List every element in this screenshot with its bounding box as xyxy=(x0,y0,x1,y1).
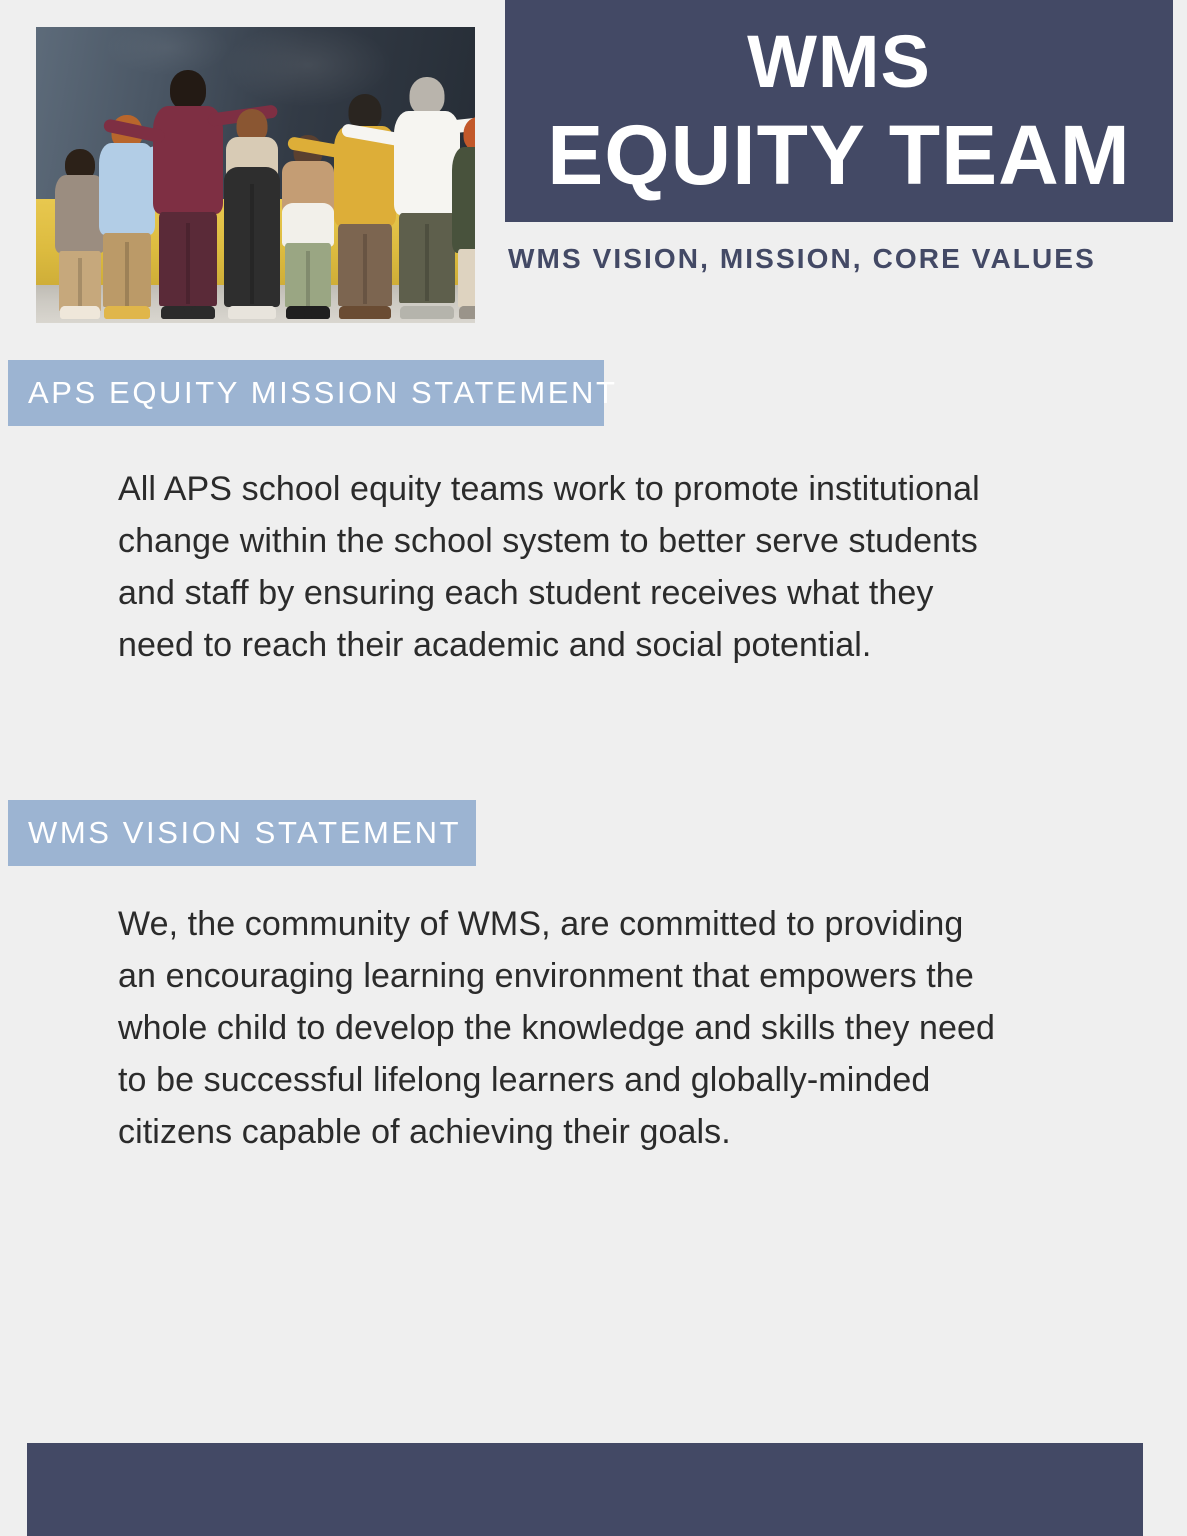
person-shoes xyxy=(339,306,391,319)
section-body-vision: We, the community of WMS, are committed to providing an encouraging learning environment that empowers the whole child to develop the knowledge and skills they need to be successful lifelong learners and globally-minded citizens capable of achieving their goals. xyxy=(118,905,996,1151)
person-shoes xyxy=(400,306,454,319)
person-shoes xyxy=(228,306,276,319)
person-shoes xyxy=(60,306,100,319)
person-legs xyxy=(59,251,101,311)
poster-title-block xyxy=(505,0,1173,222)
person-8 xyxy=(450,91,475,319)
section-heading-label: APS EQUITY MISSION STATEMENT xyxy=(28,375,618,410)
footer-bar xyxy=(27,1443,1143,1536)
page-title-line-1: WMS xyxy=(747,20,931,103)
person-legs xyxy=(159,212,217,306)
page-title-line-2: EQUITY TEAM xyxy=(547,108,1131,202)
photo-scene xyxy=(36,27,475,323)
team-photo xyxy=(36,27,475,323)
person-shoes xyxy=(459,306,475,319)
poster-subtitle: WMS VISION, MISSION, CORE VALUES xyxy=(508,243,1096,274)
person-6 xyxy=(332,74,398,319)
person-legs xyxy=(458,249,475,307)
person-3 xyxy=(152,64,224,319)
person-head xyxy=(464,117,476,151)
person-torso xyxy=(452,147,475,253)
person-legs xyxy=(338,224,392,306)
section-heading-label: WMS VISION STATEMENT xyxy=(28,815,462,850)
person-legs xyxy=(399,213,455,303)
person-legs xyxy=(285,243,331,307)
section-heading-mission xyxy=(8,360,618,426)
person-shoes xyxy=(161,306,215,319)
person-legs xyxy=(103,233,151,307)
person-legs xyxy=(224,167,280,307)
person-shoes xyxy=(104,306,150,319)
person-head xyxy=(410,77,445,115)
person-head xyxy=(170,70,206,110)
section-heading-vision xyxy=(8,800,476,866)
person-5 xyxy=(280,97,336,319)
person-torso-lower xyxy=(282,203,334,247)
people-group xyxy=(36,61,475,319)
section-body-mission: All APS school equity teams work to promote institutional change within the school system to better serve students and staff by ensuring each student receives what they need to reach their academic and social potential. xyxy=(118,470,980,664)
person-shoes xyxy=(286,306,330,319)
person-4 xyxy=(222,83,282,319)
